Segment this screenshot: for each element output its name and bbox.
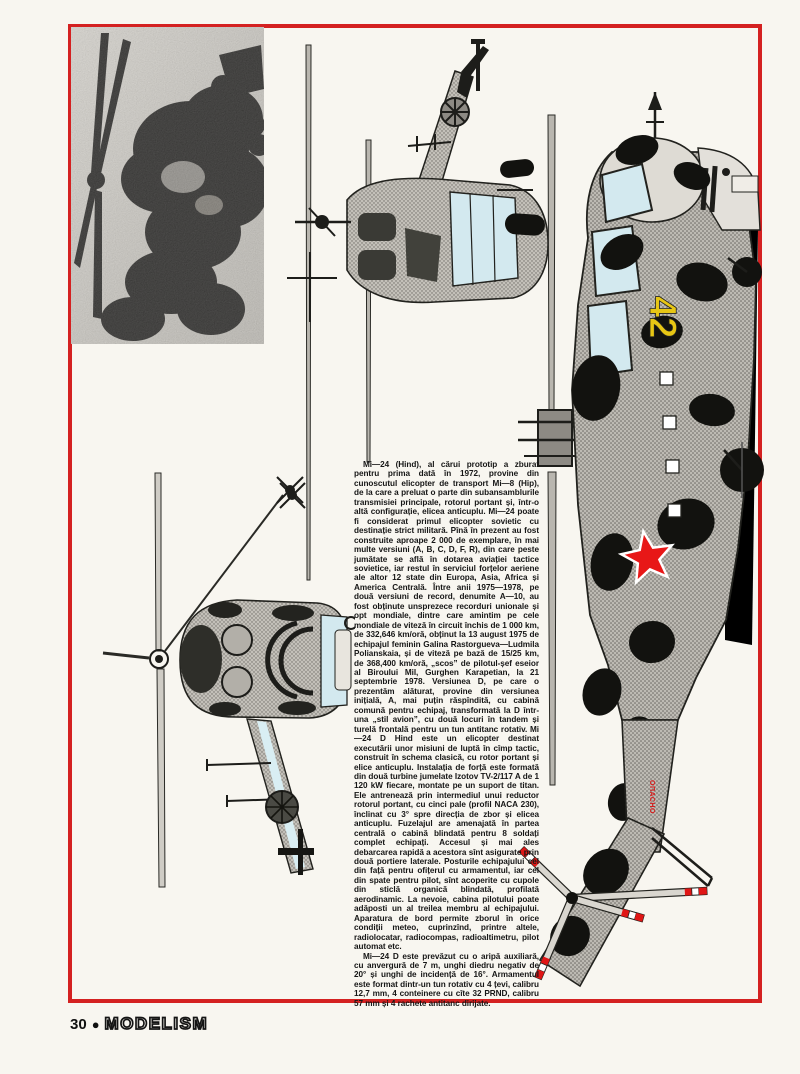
danger-marking: ОПАСНО: [648, 780, 655, 814]
side-view-drawing: [500, 80, 790, 1010]
page-number: 30: [70, 1015, 87, 1033]
bullet-separator: ●: [91, 1016, 100, 1032]
magazine-title: MODELISM: [104, 1014, 209, 1033]
article-text-column: [354, 460, 539, 1008]
helicopter-photo: [71, 27, 264, 344]
article-paragraph: Mi—24 (Hind), al cărui prototip a zburat pentru prima dată în 1972, provine din cunoscutul elicopter de transport Mi—8 (Hip), de la care a preluat o parte din subansamblurile transmisiei principale, rotorul portant și, într-o altă configurație, elicea anticuplu. Mi—24 poate fi considerat primul elicopter sovietic cu destinație strict militară. Pînă în prezent au fost construite aproape 2 000 de exemplare, în mai multe versiuni (A, B, C, D, F, R), din care peste jumătate se află în dotarea aviației tactice sovietice, iar restul în serviciul forțelor aeriene ale altor 12 state din Europa, Asia, Africa și America Centrală. Între anii 1975—1978, pe două versiuni de record, denumite A—10, au fost obținute unsprezece recorduri unionale și opt mondiale, dintre care amintim pe cele mondiale de viteză în circuit închis de 1 000 km, de 332,646 km/oră, obținut la 13 august 1975 de echipajul feminin Galina Rastorgueva—Ludmila Polianskaia, și de viteză pe bază de 15/25 km, de 368,400 km/oră, „scos” de pilotul-șef eseior al Biroului Mil, Gurghen Karapetian, la 21 septembrie 1978. Versiunea D, pe care o prezentăm alăturat, provine din versiunea inițială, A, mai puțin răspîndită, cu cabină comună pentru echipaj, transformată la D într-una „stil avion”, cu două locuri în tandem și turelă frontală pentru un tun antitanc rotativ. Mi—24 D Hind este un elicopter destinat executării unor misiuni de luptă în cîmp tactic, construit în schema clasică, cu rotor portant și elice anticuplu. Instalația de forță este formată din două turbine jumelate Izotov TV-2/117 A de 1 120 kW fiecare, montate pe un suport de titan. Ele antrenează prin intermediul unui reductor rotorul portant, cu cinci pale (profil NACA 230), înclinat cu 3° spre direcția de zbor și elicea anticuplu. Fuzelajul are amenajată în partea centrală o cabină blindată pentru 8 soldați complet echipați. Accesul și mai ales debarcarea rapidă a acestora sînt asigurate prin două portiere laterale. Posturile echipajului cel din față pentru ofițerul cu armamentul, iar cel din spate pentru pilot, sînt acoperite cu cupole din sticlă organică blindată, profilată aerodinamic. La nevoie, cabina pilotului poate adăposti un al treilea membru al echipajului. Aparatura de bord permite zborul în orice condiții meteo, cuprinzînd, printre altele, radiolocatar, radiocompas, radioaltimetru, pilot automat etc.: [354, 460, 539, 952]
front-view-drawing: [85, 455, 355, 905]
tail-rotor-cross: [277, 477, 303, 503]
article-paragraph: Mi—24 D este prevăzut cu o aripă auxiliară, cu anvergură de 7 m, unghi diedru negativ de 20° și unghi de incidență de 16°. Armamentul este format dintr-un tun rotativ cu 4 țevi, calibru 12,7 mm, 4 conteinere cu cîte 32 PRND, calibru 57 mm și 4 rachete antitanc dirijate.: [354, 951, 539, 1008]
tail-rotor-disc: [266, 791, 298, 823]
tactical-number: 42: [641, 296, 683, 339]
page-footer: [70, 1014, 208, 1034]
tail-rotor-disc: [441, 98, 469, 126]
